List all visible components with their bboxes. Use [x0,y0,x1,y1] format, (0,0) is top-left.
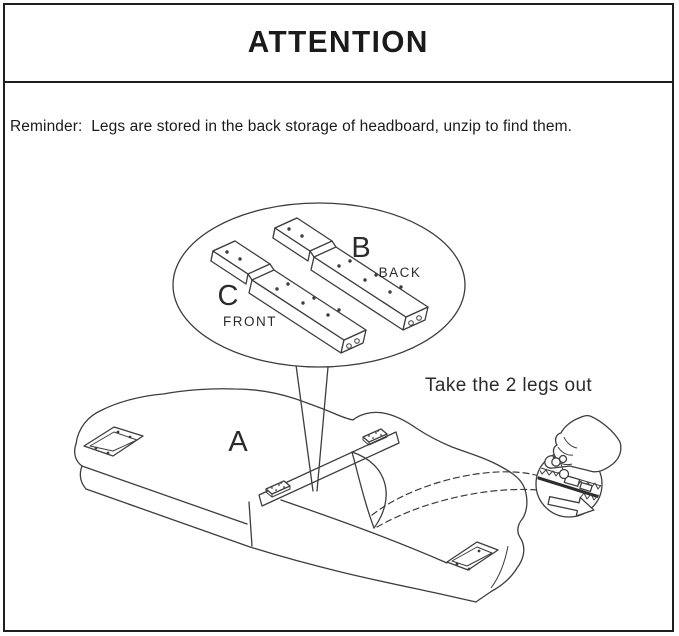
leg-c-label: C [217,280,239,312]
legs-callout [173,203,465,491]
leg-c-caption: FRONT [223,314,277,329]
page-title: ATTENTION [247,24,430,59]
hinge-icon [363,429,387,445]
storage-dashed-path [372,472,556,527]
zipper-detail [529,416,621,520]
leg-b-caption: BACK [378,265,422,280]
callout-pointer-lines [296,365,328,491]
instruction-text: Take the 2 legs out [425,375,593,396]
bracket-slot-right [447,542,498,570]
headboard-drawing [75,389,527,602]
reminder-text: Reminder: Legs are stored in the back storage of headboard, unzip to find them. [10,118,573,135]
headboard-label-a: A [228,426,248,458]
bracket-slot-left [84,427,143,456]
storage-flap [352,452,386,528]
leg-b-label: B [351,232,371,264]
